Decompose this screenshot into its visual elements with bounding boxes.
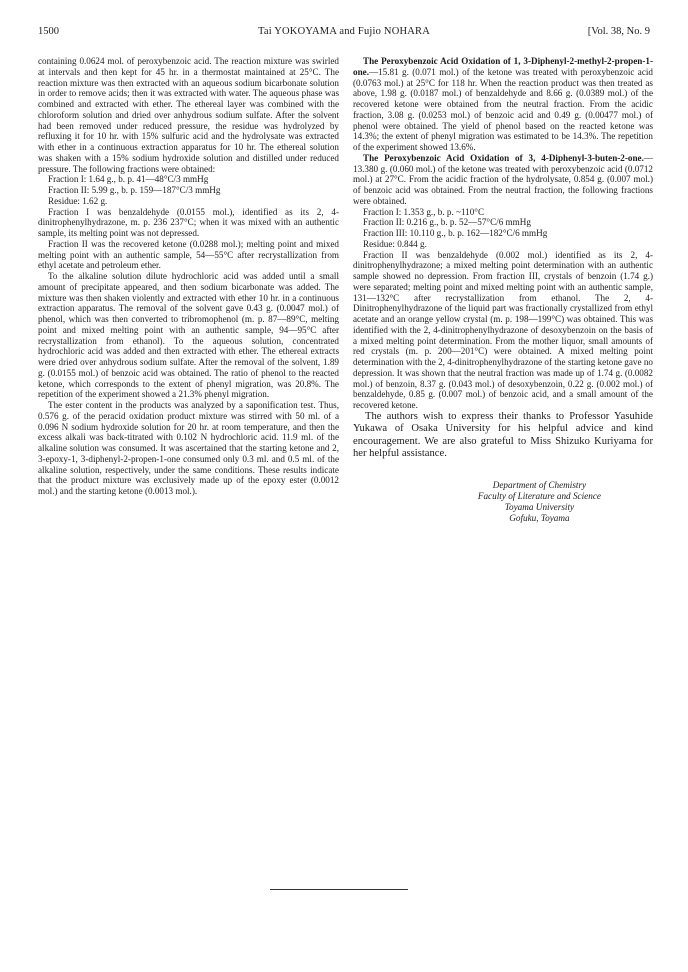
page-number: 1500 xyxy=(38,26,59,37)
paragraph: To the alkaline solution dilute hydrochloric acid was added until a small amount of precipitate appeared, and then sodium bicarbonate was added. The mixture was then shaken violently and extracted with ether 10 hr. in a continuous extraction apparatus. The removal of the solvent gave 0.43 g. (0.0047 mol.) of phenol, which was then converted to tribromophenol (m. p. 87—89°C, melting point and mixed melting point with an authentic sample, 94—95°C after recrystallization from ethanol). To the aqueous solution, concentrated hydrochloric acid was added and then extracted with ether. The ethereal extracts were dried over anhydrous sodium sulfate. After the removal of the solvent, 1.89 g. (0.0155 mol.) of benzoic acid was obtained. The ratio of phenol to the reacted ketone, which corresponds to the extent of phenyl migration, was 20.8%. The repetition of the experiment showed a 21.3% phenyl migration. xyxy=(38,271,339,400)
fraction-line: Fraction I: 1.64 g., b. p. 41—48°C/3 mmHg xyxy=(48,174,209,185)
acknowledgement: The authors wish to express their thanks to Professor Yasuhide Yukawa of Osaka University for his helpful advice and kind encouragement. We are also grateful to Miss Shizuko Kuriyama for her helpful assistance. xyxy=(353,410,653,459)
paragraph: The ester content in the products was analyzed by a saponification test. Thus, 0.576 g. of the peracid oxidation product mixture was stirred with 50 ml. of a 0.096 N sodium hydroxide solution for 20 hr. at room temperature, and then the excess alkali was back-titrated with 0.102 N hydrochloric acid. 11.9 ml. of the alkaline solution was consumed. It was ascertained that the starting ketone and 2, 3-epoxy-1, 3-diphenyl-2-propen-1-one consumed only 0.3 ml. and 0.5 ml. of the alkaline solution, respectively, under the same conditions. These results indicate that the product mixture was exclusively made up of the epoxy ester (0.0012 mol.) and the starting ketone (0.0013 mol.). xyxy=(38,400,339,496)
fraction-line: Fraction II: 0.216 g., b. p. 52—57°C/6 mmHg xyxy=(363,217,531,228)
right-column xyxy=(353,56,653,524)
paragraph-text: — 13.380 g. (0.060 mol.) of the ketone was treated with peroxybenzoic acid (0.0712 mol.) at 27°C. From the acidic fraction of the hydrolysate, 0.854 g. (0.007 mol.) of benzoic acid was obtained. From the neutral fraction, the following fractions were obtained. xyxy=(353,152,653,206)
running-title: Tai YOKOYAMA and Fujio NOHARA xyxy=(257,26,431,37)
section-heading: The Peroxybenzoic Acid Oxidation of 1, 3-Diphenyl-2-methyl-2-propen-1-one. xyxy=(353,56,653,77)
page-header xyxy=(38,26,650,40)
paragraph: Fraction II was benzaldehyde (0.002 mol.) identified as its 2, 4-dinitrophenylhydrazone; a mixed melting point determination with an authentic sample showed no depression. From fraction III, crystals of benzoin (1.74 g.) were separated; melting point and mixed melting point with an authentic sample, 131—132°C after recrystallization from ethanol. The 2, 4-Dinitrophenylhydrazone of the liquid part was fractionally crystallized from ethyl acetate and an orange yellow crystal (m. p. 198—199°C) was obtained. This was identified with the 2, 4-dinitrophenylhydrazone of desoxybenzoin on the basis of a mixed melting point determination. From the mother liquor, small amounts of red crystals (m. p. 200—201°C) were obtained. A mixed melting point determination with the 2, 4-dinitrophenylhydrazone of the starting ketone gave no depression. It was shown that the neutral fraction was made up of 1.74 g. (0.0082 mol.) of benzoin, 8.37 g. (0.043 mol.) of desoxybenzoin, 0.22 g. (0.002 mol.) of benzaldehyde, 0.85 g. (0.007 mol.) of benzoic acid, and a small amount of the recovered ketone. xyxy=(353,249,653,410)
affiliation-line: Toyama University xyxy=(504,502,575,513)
section-paragraph xyxy=(353,56,653,153)
fraction-line: Fraction II: 5.99 g., b. p. 159—187°C/3 mmHg xyxy=(48,185,221,195)
paragraph-text: —15.81 g. (0.071 mol.) of the ketone was treated with peroxybenzoic acid (0.0763 mol.) at 25°C for 118 hr. When the reaction product was then treated as above, 1.98 g. (0.0187 mol.) of benzaldehyde and 8.66 g. (0.0389 mol.) of the recovered ketone were obtained from the neutral fraction. From the acidic fraction, 3.08 g. (0.0253 mol.) of benzoic acid and 0.49 g. (0.00477 mol.) of phenol were obtained. The yield of phenol based on the reacted ketone was 14.3%; the extent of phenyl migration was estimated to be 14.3%. The repetition of the experiment showed 13.6%. xyxy=(353,66,653,152)
affiliation-line: Department of Chemistry xyxy=(492,480,587,491)
fraction-line: Fraction III: 10.110 g., b. p. 162—182°C/6 mmHg xyxy=(363,228,548,238)
footer-rule xyxy=(270,889,408,890)
section-paragraph xyxy=(353,153,653,207)
volume-info: [Vol. 38, No. 9 xyxy=(587,26,650,37)
paragraph: Fraction I was benzaldehyde (0.0155 mol.), identified as its 2, 4-dinitrophenylhydrazone, m. p. 236 237°C; when it was mixed with an authentic sample, its melting point was not depressed. xyxy=(38,206,339,238)
affiliation-line: Faculty of Literature and Science xyxy=(477,491,601,502)
affiliation-line: Gofuku, Toyama xyxy=(509,513,570,524)
left-column xyxy=(38,56,339,497)
fraction-line: Fraction I: 1.353 g., b. p. ~110°C xyxy=(363,206,485,217)
paragraph: Fraction II was the recovered ketone (0.0288 mol.); melting point and mixed melting point with an authentic sample, 54—55°C after recrystallization from ethyl acetate and petroleum ether. xyxy=(38,238,339,271)
fraction-line: Residue: 0.844 g. xyxy=(363,238,427,249)
fraction-line: Residue: 1.62 g. xyxy=(48,195,108,206)
paragraph: containing 0.0624 mol. of peroxybenzoic acid. The reaction mixture was swirled at intervals and then kept for 45 hr. in a thermostat maintained at 25°C. The reaction mixture was then extracted with an aqueous sodium bicarbonate solution in order to remove acids; then it was extracted with water. The aqueous phase was combined and extracted with ether. The ethereal layer was combined with the chloroform solution and dried over anhydrous sodium sulfate. After the solvent had been removed under reduced pressure, the residue was hydrolyzed by refluxing it for 10 hr. with 15% sulfuric acid and the hydrolysate was extracted with ether in a continuous extraction apparatus for 10 hr. The ethereal solution was shaken with a 15% sodium hydroxide solution and distilled under reduced pressure. The following fractions were obtained: xyxy=(38,56,339,174)
affiliation xyxy=(353,460,653,524)
section-heading: The Peroxybenzoic Acid Oxidation of 3, 4-Diphenyl-3-buten-2-one. xyxy=(363,152,644,163)
